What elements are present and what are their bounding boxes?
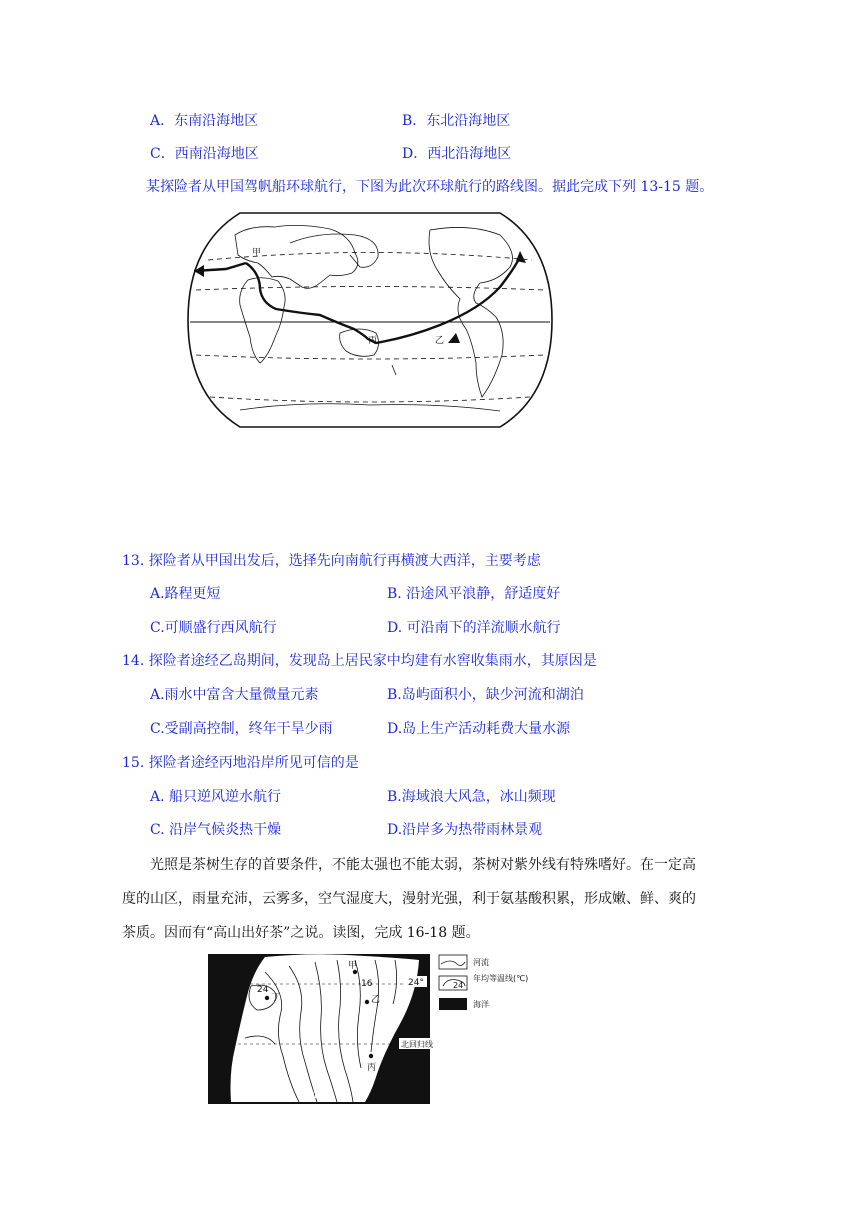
label-bing: 丙 xyxy=(368,336,378,346)
option-b: B．东北沿海地区 xyxy=(402,113,511,129)
q13-stem: 13. 探险者从甲国出发后，选择先向南航行再横渡大西洋，主要考虑 xyxy=(122,553,541,569)
intro-16-18-line3: 茶质。因而有“高山出好茶”之说。读图，完成 16-18 题。 xyxy=(122,925,480,941)
q14-stem: 14. 探险者途经乙岛期间，发现岛上居民家中均建有水窖收集雨水，其原因是 xyxy=(122,653,597,669)
option-d: D．西北沿海地区 xyxy=(402,146,512,162)
intro-16-18-line2: 度的山区，雨量充沛，云雾多，空气湿度大，漫射光强，利于氨基酸积累，形成嫩、鲜、爽的 xyxy=(122,891,696,907)
legend-ocean: 海洋 xyxy=(473,1000,489,1009)
intro-16-18-line1: 光照是茶树生存的首要条件，不能太强也不能太弱，茶树对紫外线有特殊嗜好。在一定高 xyxy=(150,857,696,873)
q13-option-a: A.路程更短 xyxy=(150,586,221,602)
option-c: C．西南沿海地区 xyxy=(150,146,259,162)
legend-isotherm-value: 24 xyxy=(453,981,464,990)
q14-option-d: D.岛上生产活动耗费大量水源 xyxy=(387,721,571,737)
q14-option-a: A.雨水中富含大量微量元素 xyxy=(150,687,319,703)
tropic-label: 北回归线 xyxy=(401,1040,433,1049)
q13-option-b: B. 沿途风平浪静，舒适度好 xyxy=(387,586,561,602)
isotherm-label-24: 24 xyxy=(257,985,269,995)
intro-13-15: 某探险者从甲国驾帆船环球航行，下图为此次环球航行的路线图。据此完成下列 13-15 题。 xyxy=(146,179,714,195)
isotherm-label-16: 16 xyxy=(361,979,373,989)
q14-option-c: C.受副高控制，终年干旱少雨 xyxy=(150,721,333,737)
option-a: A．东南沿海地区 xyxy=(150,113,259,129)
legend-river: 河流 xyxy=(473,958,489,967)
q13-option-d: D. 可沿南下的洋流顺水航行 xyxy=(387,620,561,636)
point-jia: 甲 xyxy=(348,961,358,971)
label-yi: 乙 xyxy=(435,336,445,346)
point-yi: 乙 xyxy=(371,995,381,1005)
world-route-map xyxy=(180,205,560,435)
q15-option-c: C. 沿岸气候炎热干燥 xyxy=(150,822,282,838)
taiwan-isotherm-map xyxy=(205,952,535,1107)
q15-stem: 15. 探险者途经丙地沿岸所见可信的是 xyxy=(122,755,359,771)
lat-label: 24° xyxy=(408,978,424,988)
legend-isotherm: 年均等温线(℃) xyxy=(473,974,529,983)
label-jia: 甲 xyxy=(252,248,262,258)
q14-option-b: B.岛屿面积小，缺少河流和湖泊 xyxy=(387,687,584,703)
q13-option-c: C.可顺盛行西风航行 xyxy=(150,620,277,636)
point-ding: 丁 xyxy=(271,993,281,1003)
point-bing: 丙 xyxy=(367,1063,377,1073)
lon-label: 121°E xyxy=(301,1091,329,1101)
q15-option-b: B.海域浪大风急，冰山频现 xyxy=(387,789,556,805)
q15-option-a: A. 船只逆风逆水航行 xyxy=(150,789,282,805)
q15-option-d: D.沿岸多为热带雨林景观 xyxy=(387,822,543,838)
